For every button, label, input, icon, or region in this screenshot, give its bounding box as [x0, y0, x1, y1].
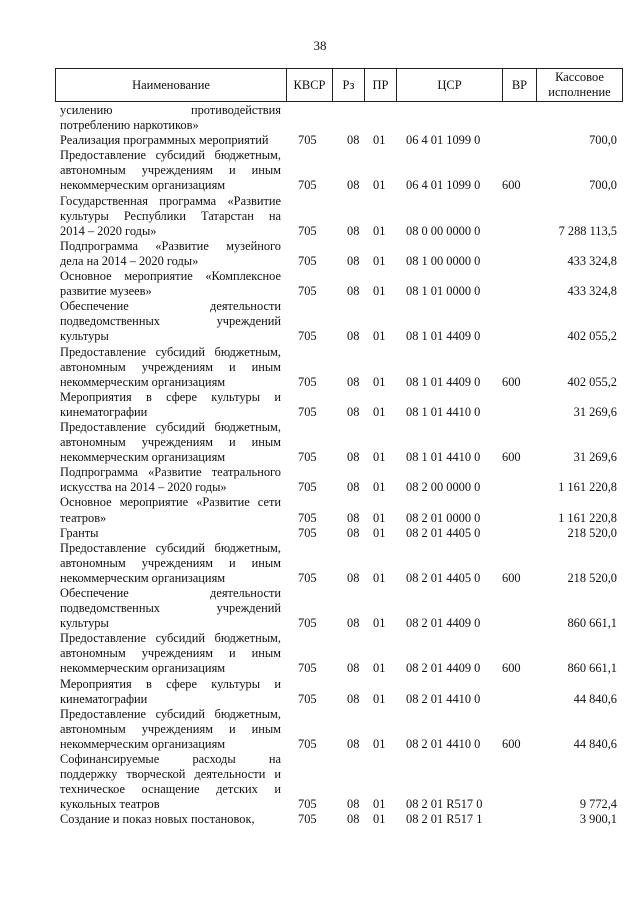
row-name-line: Государственная программа «Развитие	[60, 193, 281, 208]
kvsr-cell: 705	[298, 797, 317, 812]
rz-cell: 08	[347, 510, 360, 525]
header-vr: ВР	[502, 69, 536, 101]
row-name-line: культуры	[60, 329, 109, 344]
amount-cell: 218 520,0	[567, 570, 617, 585]
row-name-line: Основное мероприятие «Развитие сети	[60, 495, 281, 510]
kvsr-cell: 705	[298, 525, 317, 540]
rz-cell: 08	[347, 812, 360, 827]
kvsr-cell: 705	[298, 510, 317, 525]
kvsr-cell: 705	[298, 570, 317, 585]
pr-cell: 01	[373, 480, 386, 495]
kvsr-cell: 705	[298, 329, 317, 344]
row-name	[55, 390, 281, 420]
table-row	[55, 526, 623, 541]
row-name	[55, 465, 281, 495]
row-name-line: Предоставление субсидий бюджетным,	[60, 148, 281, 163]
vr-cell: 600	[502, 450, 521, 465]
csr-cell: 08 2 01 4405 0	[406, 525, 481, 540]
header-amount	[536, 69, 622, 101]
row-name-line: некоммерческим организациям	[60, 374, 226, 389]
kvsr-cell: 705	[298, 404, 317, 419]
row-name	[55, 541, 281, 586]
row-name-line: дела на 2014 – 2020 годы»	[60, 253, 199, 268]
amount-cell: 3 900,1	[579, 812, 617, 827]
csr-cell: 08 2 01 4409 0	[406, 616, 481, 631]
row-name-line: Создание и показ новых постановок,	[60, 812, 255, 827]
row-name	[55, 148, 281, 193]
header-kvsr: КВСР	[286, 69, 332, 101]
row-name-line: Предоставление субсидий бюджетным,	[60, 344, 281, 359]
kvsr-cell: 705	[298, 133, 317, 148]
row-name	[55, 677, 281, 707]
kvsr-cell: 705	[298, 736, 317, 751]
amount-cell: 433 324,8	[567, 253, 617, 268]
amount-cell: 700,0	[589, 133, 617, 148]
csr-cell: 08 0 00 0000 0	[406, 223, 481, 238]
row-name	[55, 299, 281, 344]
row-name-line: автономным учреждениям и иным	[60, 359, 281, 374]
pr-cell: 01	[373, 329, 386, 344]
table-row	[55, 239, 623, 269]
pr-cell: 01	[373, 525, 386, 540]
amount-cell: 860 661,1	[567, 616, 617, 631]
csr-cell: 08 1 01 0000 0	[406, 284, 481, 299]
row-name	[55, 526, 281, 541]
rz-cell: 08	[347, 178, 360, 193]
row-name-line: развитие музеев»	[60, 284, 152, 299]
rz-cell: 08	[347, 374, 360, 389]
csr-cell: 08 2 00 0000 0	[406, 480, 481, 495]
row-name	[55, 345, 281, 390]
amount-cell: 44 840,6	[573, 736, 617, 751]
csr-cell: 08 1 00 0000 0	[406, 253, 481, 268]
amount-cell: 1 161 220,8	[558, 510, 617, 525]
row-name-line: Предоставление субсидий бюджетным,	[60, 540, 281, 555]
row-name	[55, 586, 281, 631]
row-name-line: Предоставление субсидий бюджетным,	[60, 706, 281, 721]
table-row	[55, 586, 623, 631]
table-row	[55, 345, 623, 390]
amount-cell: 860 661,1	[567, 661, 617, 676]
row-name	[55, 133, 281, 148]
csr-cell: 08 2 01 4410 0	[406, 736, 481, 751]
amount-cell: 402 055,2	[567, 329, 617, 344]
page-number: 38	[313, 38, 327, 53]
table-row	[55, 390, 623, 420]
rz-cell: 08	[347, 661, 360, 676]
pr-cell: 01	[373, 616, 386, 631]
row-name-line: Реализация программных мероприятий	[60, 133, 269, 148]
row-name-line: некоммерческим организациям	[60, 661, 226, 676]
csr-cell: 08 1 01 4409 0	[406, 374, 481, 389]
header-rz: Рз	[332, 69, 364, 101]
row-name-line: Софинансируемые расходы на	[60, 752, 281, 767]
pr-cell: 01	[373, 812, 386, 827]
kvsr-cell: 705	[298, 450, 317, 465]
header-name: Наименование	[132, 77, 210, 92]
rz-cell: 08	[347, 133, 360, 148]
rz-cell: 08	[347, 253, 360, 268]
rz-cell: 08	[347, 797, 360, 812]
row-name-line: потреблению наркотиков»	[60, 118, 199, 133]
row-name-line: кинематографии	[60, 404, 148, 419]
kvsr-cell: 705	[298, 661, 317, 676]
row-name-line: поддержку творческой деятельности и	[60, 767, 281, 782]
table-row	[55, 148, 623, 193]
rz-cell: 08	[347, 329, 360, 344]
pr-cell: 01	[373, 797, 386, 812]
row-name-line: усилению противодействия	[60, 103, 281, 117]
table-row	[55, 541, 623, 586]
kvsr-cell: 705	[298, 223, 317, 238]
row-name-line: кукольных театров	[60, 797, 160, 812]
csr-cell: 08 2 01 4410 0	[406, 691, 481, 706]
row-name-line: автономным учреждениям и иным	[60, 435, 281, 450]
amount-cell: 44 840,6	[573, 691, 617, 706]
table-row	[55, 269, 623, 299]
row-name	[55, 239, 281, 269]
kvsr-cell: 705	[298, 284, 317, 299]
row-name-line: театров»	[60, 510, 107, 525]
row-name-line: искусства на 2014 – 2020 годы»	[60, 480, 227, 495]
csr-cell: 08 1 01 4410 0	[406, 450, 481, 465]
amount-cell: 31 269,6	[573, 404, 617, 419]
table-row	[55, 631, 623, 676]
csr-cell: 08 2 01 4405 0	[406, 570, 481, 585]
rz-cell: 08	[347, 284, 360, 299]
pr-cell: 01	[373, 374, 386, 389]
row-name-line: культуры Республики Татарстан на	[60, 208, 281, 223]
row-name-line: Подпрограмма «Развитие театрального	[60, 465, 281, 480]
vr-cell: 600	[502, 570, 521, 585]
row-name-line: техническое оснащение детских и	[60, 782, 281, 797]
amount-cell: 9 772,4	[579, 797, 617, 812]
amount-cell: 7 288 113,5	[558, 223, 617, 238]
row-name-line: автономным учреждениям и иным	[60, 646, 281, 661]
row-name-line: Основное мероприятие «Комплексное	[60, 269, 281, 284]
pr-cell: 01	[373, 133, 386, 148]
pr-cell: 01	[373, 691, 386, 706]
table-header	[55, 68, 623, 102]
row-name-line: Гранты	[60, 525, 99, 540]
row-name	[55, 420, 281, 465]
pr-cell: 01	[373, 404, 386, 419]
row-name	[55, 707, 281, 752]
csr-cell: 08 2 01 0000 0	[406, 510, 481, 525]
kvsr-cell: 705	[298, 374, 317, 389]
csr-cell: 06 4 01 1099 0	[406, 178, 481, 193]
rz-cell: 08	[347, 525, 360, 540]
csr-cell: 08 2 01 R517 1	[406, 812, 483, 827]
header-amount-line2: исполнение	[548, 85, 611, 99]
row-name-line: автономным учреждениям и иным	[60, 163, 281, 178]
pr-cell: 01	[373, 253, 386, 268]
row-name-line: Обеспечение деятельности	[60, 586, 281, 600]
rz-cell: 08	[347, 691, 360, 706]
rz-cell: 08	[347, 223, 360, 238]
rz-cell: 08	[347, 480, 360, 495]
vr-cell: 600	[502, 178, 521, 193]
pr-cell: 01	[373, 661, 386, 676]
rz-cell: 08	[347, 450, 360, 465]
amount-cell: 402 055,2	[567, 374, 617, 389]
table-row	[55, 495, 623, 525]
amount-cell: 31 269,6	[573, 450, 617, 465]
row-name-line: автономным учреждениям и иным	[60, 721, 281, 736]
pr-cell: 01	[373, 223, 386, 238]
row-name-line: некоммерческим организациям	[60, 570, 226, 585]
kvsr-cell: 705	[298, 253, 317, 268]
table-row	[55, 420, 623, 465]
table-row	[55, 103, 623, 133]
amount-cell: 700,0	[589, 178, 617, 193]
row-name	[55, 752, 281, 812]
row-name-line: Подпрограмма «Развитие музейного	[60, 238, 281, 253]
header-amount-line1: Кассовое	[555, 70, 604, 84]
table-row	[55, 299, 623, 344]
table-row	[55, 465, 623, 495]
pr-cell: 01	[373, 570, 386, 585]
row-name-line: 2014 – 2020 годы»	[60, 223, 157, 238]
row-name-line: Мероприятия в сфере культуры и	[60, 676, 281, 691]
amount-cell: 1 161 220,8	[558, 480, 617, 495]
rz-cell: 08	[347, 404, 360, 419]
row-name	[55, 103, 281, 133]
row-name-line: некоммерческим организациям	[60, 178, 226, 193]
vr-cell: 600	[502, 736, 521, 751]
csr-cell: 08 1 01 4409 0	[406, 329, 481, 344]
row-name-line: подведомственных учреждений	[60, 314, 281, 329]
pr-cell: 01	[373, 510, 386, 525]
kvsr-cell: 705	[298, 691, 317, 706]
row-name-line: кинематографии	[60, 691, 148, 706]
rz-cell: 08	[347, 616, 360, 631]
kvsr-cell: 705	[298, 616, 317, 631]
row-name-line: подведомственных учреждений	[60, 601, 281, 616]
csr-cell: 08 2 01 R517 0	[406, 797, 483, 812]
row-name-line: культуры	[60, 616, 109, 631]
header-csr: ЦСР	[396, 69, 502, 101]
row-name	[55, 194, 281, 239]
kvsr-cell: 705	[298, 812, 317, 827]
row-name-line: Предоставление субсидий бюджетным,	[60, 419, 281, 434]
table-row	[55, 194, 623, 239]
row-name-line: Предоставление субсидий бюджетным,	[60, 631, 281, 646]
row-name	[55, 812, 281, 827]
table-row	[55, 133, 623, 148]
rz-cell: 08	[347, 736, 360, 751]
kvsr-cell: 705	[298, 480, 317, 495]
amount-cell: 433 324,8	[567, 284, 617, 299]
pr-cell: 01	[373, 178, 386, 193]
row-name	[55, 495, 281, 525]
row-name-line: Мероприятия в сфере культуры и	[60, 389, 281, 404]
row-name	[55, 631, 281, 676]
row-name-line: некоммерческим организациям	[60, 736, 226, 751]
amount-cell: 218 520,0	[567, 525, 617, 540]
table-row	[55, 752, 623, 812]
row-name	[55, 269, 281, 299]
kvsr-cell: 705	[298, 178, 317, 193]
table-row	[55, 812, 623, 827]
header-pr: ПР	[364, 69, 396, 101]
csr-cell: 08 1 01 4410 0	[406, 404, 481, 419]
rz-cell: 08	[347, 570, 360, 585]
table-row	[55, 677, 623, 707]
row-name-line: некоммерческим организациям	[60, 450, 226, 465]
row-name-line: Обеспечение деятельности	[60, 299, 281, 314]
pr-cell: 01	[373, 284, 386, 299]
pr-cell: 01	[373, 736, 386, 751]
table-row	[55, 707, 623, 752]
row-name-line: автономным учреждениям и иным	[60, 555, 281, 570]
csr-cell: 08 2 01 4409 0	[406, 661, 481, 676]
vr-cell: 600	[502, 374, 521, 389]
table-body	[55, 103, 623, 828]
vr-cell: 600	[502, 661, 521, 676]
pr-cell: 01	[373, 450, 386, 465]
csr-cell: 06 4 01 1099 0	[406, 133, 481, 148]
